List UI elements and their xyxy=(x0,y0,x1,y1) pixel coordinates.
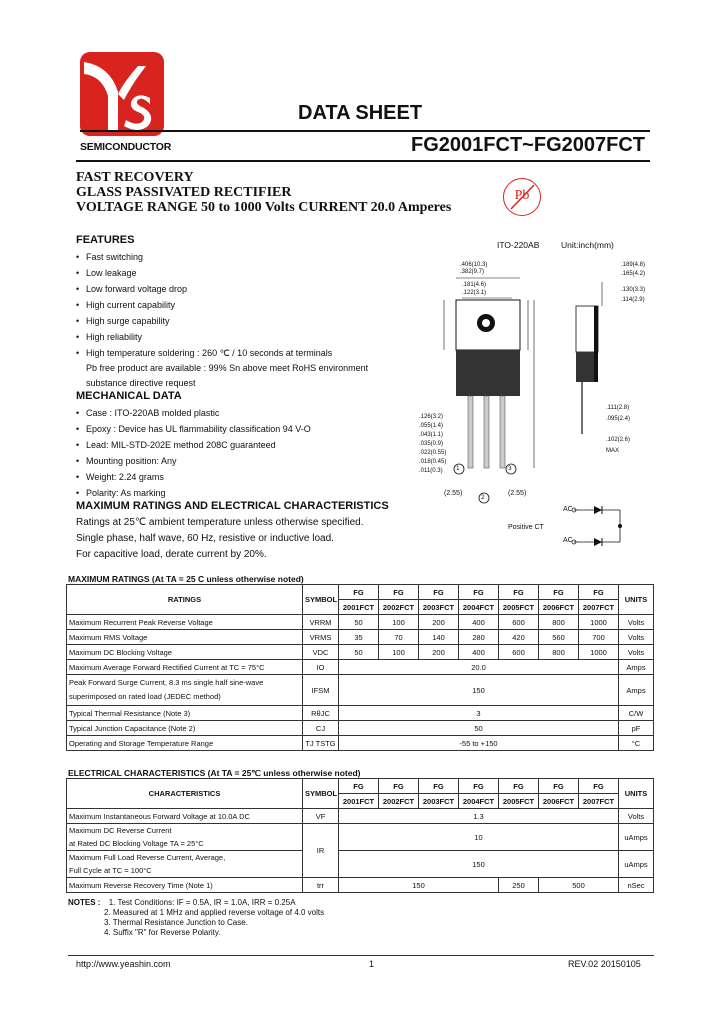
logo-label: SEMICONDUCTOR xyxy=(80,141,172,153)
pin-number: 2 xyxy=(481,494,485,501)
table-row: Typical Junction Capacitance (Note 2) CJ 50 pF xyxy=(67,721,654,736)
dim-label: .126(3.2) xyxy=(419,414,444,420)
features-heading: FEATURES xyxy=(76,234,135,246)
logo-mark-icon xyxy=(80,52,164,136)
revision: REV.02 20150105 xyxy=(568,959,641,969)
subtitle-line-2: GLASS PASSIVATED RECTIFIER xyxy=(76,185,292,200)
part-number: FG2001FCT~FG2007FCT xyxy=(411,134,645,156)
list-item: • Lead: MIL-STD-202E method 208C guaranteed xyxy=(76,440,276,450)
pitch-label: (2.55) xyxy=(444,490,463,497)
features-note-2: substance directive request xyxy=(86,378,196,388)
document-title: DATA SHEET xyxy=(298,102,423,124)
ratings-line-3: For capacitive load, derate current by 20%. xyxy=(76,549,267,560)
positive-ct-label: Positive CT xyxy=(508,524,544,531)
dim-label: .114(2.9) xyxy=(621,297,645,303)
pb-free-icon: Pb xyxy=(503,178,541,216)
list-item: • Polarity: As marking xyxy=(76,488,166,498)
company-logo xyxy=(80,52,164,136)
max-ratings-table: RATINGS SYMBOL FG FG FG FG FG FG FG UNITS 2001FCT 2002FCT 2003FCT 2004FCT 2005FCT 2006FCT 2007FCT Maximum Recurrent Peak Reverse Voltage VRRM 50 100 200 400 600 800 1000 Volts Maximum RMS Voltage VRMS 35 70 140 280 420 560 700 Volts Maximum DC Blocking Voltage VDC 50 100 200 400 600 800 1000 Volts Maximum Average Forward Rectified Current at TC = 75°C IO 20.0 Amps Peak Forward Surge Current, 8.3 ms single half sine-wave superimposed on rated load (JEDEC method) IFSM 150 Amps Typical Thermal Resistance (Note 3) RθJC 3 C/W Typical Junction Capacitance (Note 2) CJ 50 pF Operating and Storage Temperature Range TJ TSTG -55 to +150 °C xyxy=(66,584,654,751)
ac-label-2: AC xyxy=(563,537,573,544)
dim-label: .189(4.8) xyxy=(621,262,646,268)
list-item: • Weight: 2.24 grams xyxy=(76,472,164,482)
package-outline-drawing xyxy=(416,256,652,540)
pitch-label: (2.55) xyxy=(508,490,527,497)
list-item: • High temperature soldering : 260 ℃ / 10 seconds at terminals xyxy=(76,348,333,358)
features-note-1: Pb free product are available : 99% Sn above meet RoHS environment xyxy=(86,363,369,373)
col-units: UNITS xyxy=(619,779,654,809)
list-item: • Epoxy : Device has UL flammability classification 94 V-O xyxy=(76,424,311,434)
features-list xyxy=(76,249,332,361)
dim-label: .122(3.1) xyxy=(462,290,487,296)
dim-label: .130(3.3) xyxy=(621,287,646,293)
list-item: • High surge capability xyxy=(76,316,170,326)
table-row: Maximum Full Load Reverse Current, Average, Full Cycle at TC = 100°C 150 uAmps xyxy=(67,851,654,878)
dim-label: .102(2.6) xyxy=(606,437,631,443)
col-symbol: SYMBOL xyxy=(303,779,339,809)
package-name: ITO-220AB xyxy=(497,240,540,250)
package-unit: Unit:inch(mm) xyxy=(561,240,614,250)
dim-label: .018(0.45) xyxy=(419,459,447,465)
dim-label: .043(1.1) xyxy=(419,432,444,438)
list-item: • Fast switching xyxy=(76,252,144,262)
pin-number: 3 xyxy=(508,465,512,472)
col-units: UNITS xyxy=(619,585,654,615)
ratings-line-2: Single phase, half wave, 60 Hz, resistive or inductive load. xyxy=(76,533,334,544)
ratings-line-1: Ratings at 25℃ ambient temperature unless otherwise specified. xyxy=(76,517,364,528)
table-row: Maximum DC Blocking Voltage VDC 50 100 200 400 600 800 1000 Volts xyxy=(67,645,654,660)
col-symbol: SYMBOL xyxy=(303,585,339,615)
list-item: • Low forward voltage drop xyxy=(76,284,188,294)
table-row: Maximum Instantaneous Forward Voltage at 10.0A DC VF 1.3 Volts xyxy=(67,809,654,824)
dim-label: .022(0.55) xyxy=(419,450,447,456)
table-row: Operating and Storage Temperature Range TJ TSTG -55 to +150 °C xyxy=(67,736,654,751)
subtitle-line-3: VOLTAGE RANGE 50 to 1000 Volts CURRENT 20.0 Amperes xyxy=(76,200,452,215)
page-number: 1 xyxy=(369,959,375,969)
pb-strike-icon xyxy=(503,178,541,216)
list-item: • High current capability xyxy=(76,300,176,310)
dim-label: .406(10.3) xyxy=(460,262,488,268)
table-row: Maximum Average Forward Rectified Current at TC = 75°C IO 20.0 Amps xyxy=(67,660,654,675)
dim-label: .111(2.8) xyxy=(606,405,630,411)
footer-url[interactable]: http://www.yeashin.com xyxy=(76,959,171,969)
dim-label: .035(0.9) xyxy=(419,441,444,447)
dim-label: .011(0.3) xyxy=(419,468,443,474)
col-ratings: RATINGS xyxy=(67,585,303,615)
footer-rule xyxy=(68,955,654,956)
package-body xyxy=(456,350,520,396)
electrical-table: CHARACTERISTICS SYMBOL FG FG FG FG FG FG FG UNITS 2001FCT 2002FCT 2003FCT 2004FCT 2005FCT 2006FCT 2007FCT Maximum Instantaneous Forward Voltage at 10.0A DC VF 1.3 Volts Maximum DC Reverse Current at Rated DC Blocking Voltage TA = 25°C IR 10 uAmps Maximum Full Load Reverse Current, Average, Full Cycle at TC = 100°C 150 uAmps Maximum Reverse Recovery Time (Note 1) trr 150 250 500 nSec xyxy=(66,778,654,893)
table-row: Typical Thermal Resistance (Note 3) RθJC 3 C/W xyxy=(67,706,654,721)
table-row: Maximum DC Reverse Current at Rated DC Blocking Voltage TA = 25°C IR 10 uAmps xyxy=(67,824,654,851)
max-ratings-caption: MAXIMUM RATINGS (At TA = 25 C unless otherwise noted) xyxy=(68,574,304,584)
dim-label: MAX xyxy=(606,448,620,454)
list-item: • Low leakage xyxy=(76,268,137,278)
mechanical-heading: MECHANICAL DATA xyxy=(76,390,182,402)
table-row: Maximum Reverse Recovery Time (Note 1) trr 150 250 500 nSec xyxy=(67,878,654,893)
table-row: Maximum RMS Voltage VRMS 35 70 140 280 420 560 700 Volts xyxy=(67,630,654,645)
diode-icon xyxy=(594,506,602,514)
dim-label: .382(9.7) xyxy=(460,269,485,275)
mechanical-list xyxy=(76,405,311,501)
list-item: • High reliability xyxy=(76,332,143,342)
header-rule xyxy=(80,130,650,132)
dim-label: .055(1.4) xyxy=(419,423,444,429)
col-characteristics: CHARACTERISTICS xyxy=(67,779,303,809)
electrical-caption: ELECTRICAL CHARACTERISTICS (At TA = 25℃ unless otherwise noted) xyxy=(68,768,361,778)
notes: NOTES : 1. Test Conditions: IF = 0.5A, IR = 1.0A, IRR = 0.25A 2. Measured at 1 MHz and applied reverse voltage of 4.0 volts 3. Thermal Resistance Junction to Case. 4. Suffix "R" for Reverse Polarity. xyxy=(68,898,325,937)
ac-label-1: AC xyxy=(563,506,573,513)
table-row: Peak Forward Surge Current, 8.3 ms single half sine-wave superimposed on rated load (JEDEC method) IFSM 150 Amps xyxy=(67,675,654,706)
header-rule-2 xyxy=(76,160,650,162)
ratings-heading: MAXIMUM RATINGS AND ELECTRICAL CHARACTERISTICS xyxy=(76,500,389,512)
list-item: • Case : ITO-220AB molded plastic xyxy=(76,408,220,418)
table-row: Maximum Recurrent Peak Reverse Voltage VRRM 50 100 200 400 600 800 1000 Volts xyxy=(67,615,654,630)
list-item: • Mounting position: Any xyxy=(76,456,177,466)
dim-label: .165(4.2) xyxy=(621,271,646,277)
dim-label: .181(4.6) xyxy=(462,282,487,288)
dim-label: .095(2.4) xyxy=(606,416,631,422)
pin-number: 1 xyxy=(456,465,460,472)
subtitle-line-1: FAST RECOVERY xyxy=(76,170,194,185)
diode-icon xyxy=(594,538,602,546)
